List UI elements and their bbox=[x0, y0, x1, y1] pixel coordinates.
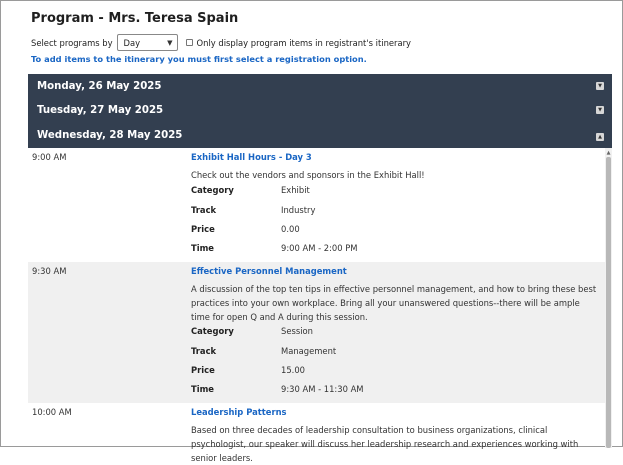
day-header-tuesday[interactable] bbox=[28, 98, 612, 122]
item-description: Check out the vendors and sponsors in the Exhibit Hall! bbox=[191, 170, 425, 180]
item-time: 9:00 AM bbox=[32, 152, 67, 162]
category-value: Session bbox=[281, 326, 313, 336]
registration-notice: To add items to the itinerary you must first select a registration option. bbox=[31, 54, 367, 64]
program-view-select[interactable] bbox=[117, 34, 178, 51]
price-label: Price bbox=[191, 224, 215, 234]
itinerary-only-checkbox[interactable] bbox=[186, 39, 193, 46]
track-label: Track bbox=[191, 346, 217, 356]
category-label: Category bbox=[191, 326, 234, 336]
program-item bbox=[28, 148, 605, 262]
track-value: Industry bbox=[281, 205, 316, 215]
filter-row bbox=[31, 34, 411, 51]
price-label: Price bbox=[191, 365, 215, 375]
item-time: 10:00 AM bbox=[32, 407, 72, 417]
day-header-monday[interactable] bbox=[28, 74, 612, 98]
item-title-link[interactable]: Effective Personnel Management bbox=[191, 266, 347, 276]
collapse-icon[interactable]: ▲ bbox=[596, 133, 604, 141]
program-item bbox=[28, 403, 605, 463]
item-title-link[interactable]: Exhibit Hall Hours - Day 3 bbox=[191, 152, 312, 162]
time-range-value: 9:00 AM - 2:00 PM bbox=[281, 243, 358, 253]
time-range-value: 9:30 AM - 11:30 AM bbox=[281, 384, 364, 394]
chevron-down-icon: ▼ bbox=[167, 38, 173, 47]
program-item bbox=[28, 262, 605, 403]
select-programs-label: Select programs by bbox=[31, 37, 113, 48]
item-title-link[interactable]: Leadership Patterns bbox=[191, 407, 287, 417]
time-label: Time bbox=[191, 384, 214, 394]
track-value: Management bbox=[281, 346, 337, 356]
day-header-label: Monday, 26 May 2025 bbox=[37, 80, 162, 92]
program-items-list bbox=[28, 148, 605, 463]
time-label: Time bbox=[191, 243, 214, 253]
category-label: Category bbox=[191, 185, 234, 195]
day-header-label: Wednesday, 28 May 2025 bbox=[37, 129, 183, 141]
category-value: Exhibit bbox=[281, 185, 310, 195]
price-value: 15.00 bbox=[281, 365, 305, 375]
expand-icon[interactable]: ▼ bbox=[596, 82, 604, 90]
expand-icon[interactable]: ▼ bbox=[596, 106, 604, 114]
scroll-up-arrow-icon[interactable]: ▲ bbox=[606, 150, 611, 156]
day-header-wednesday[interactable] bbox=[28, 122, 612, 148]
program-view-select-value: Day bbox=[123, 37, 141, 48]
item-time: 9:30 AM bbox=[32, 266, 67, 276]
day-header-label: Tuesday, 27 May 2025 bbox=[37, 104, 164, 116]
list-scrollbar[interactable] bbox=[605, 148, 612, 448]
track-label: Track bbox=[191, 205, 217, 215]
item-description: Based on three decades of leadership consultation to business organizations, clinical psychologist, our speaker will discuss her leadership research and experiences working with senior leaders. bbox=[191, 425, 579, 463]
price-value: 0.00 bbox=[281, 224, 300, 234]
item-description: A discussion of the top ten tips in effective personnel management, and how to bring these best practices into your own workplace. Bring all your unanswered questions--there will be ample time for open Q and A during this session. bbox=[191, 284, 597, 322]
scrollbar-thumb[interactable] bbox=[606, 157, 611, 448]
itinerary-only-label[interactable]: Only display program items in registrant's itinerary bbox=[196, 37, 412, 48]
page-title: Program - Mrs. Teresa Spain bbox=[31, 11, 239, 26]
